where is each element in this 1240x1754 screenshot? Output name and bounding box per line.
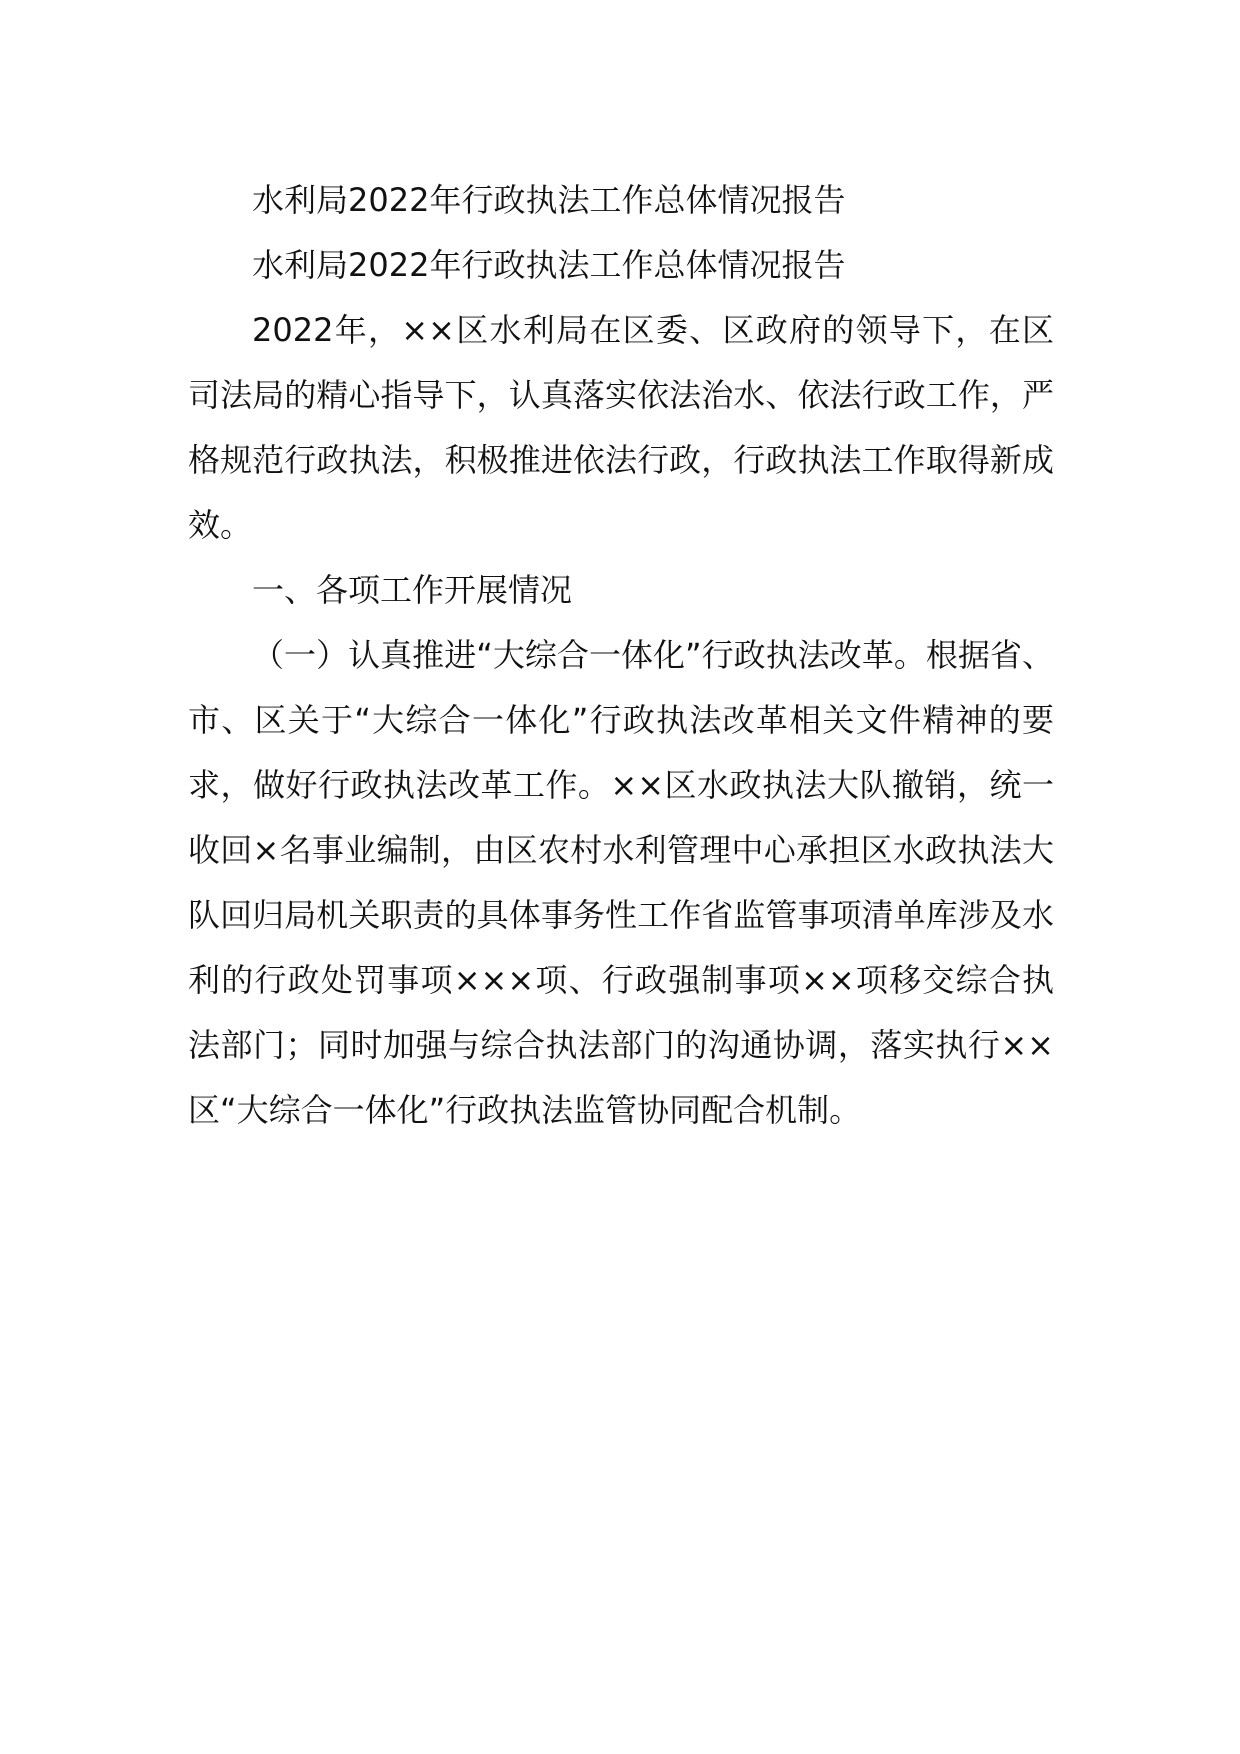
- section-heading: 一、各项工作开展情况: [252, 571, 573, 609]
- section-paragraph: （一）认真推进“大综合一体化”行政执法改革。根据省、市、区关于“大综合一体化”行政执法改革相关文件精神的要求，做好行政执法改革工作。××区水政执法大队撤销，统一收回×名事业编制，由区农村水利管理中心承担区水政执法大队回归局机关职责的具体事务性工作省监管事项清单库涉及水利的行政处罚事项×××项、行政强制事项××项移交综合执法部门；同时加强与综合执法部门的沟通协调，落实执行××区“大综合一体化”行政执法监管协同配合机制。: [188, 636, 1054, 1129]
- document-subtitle: 水利局2022年行政执法工作总体情况报告: [252, 246, 846, 284]
- intro-paragraph: 2022年，××区水利局在区委、区政府的领导下，在区司法局的精心指导下，认真落实依法治水、依法行政工作，严格规范行政执法，积极推进依法行政，行政执法工作取得新成效。: [188, 311, 1054, 544]
- document-body: [188, 168, 1054, 1143]
- document-title: 水利局2022年行政执法工作总体情况报告: [252, 181, 846, 219]
